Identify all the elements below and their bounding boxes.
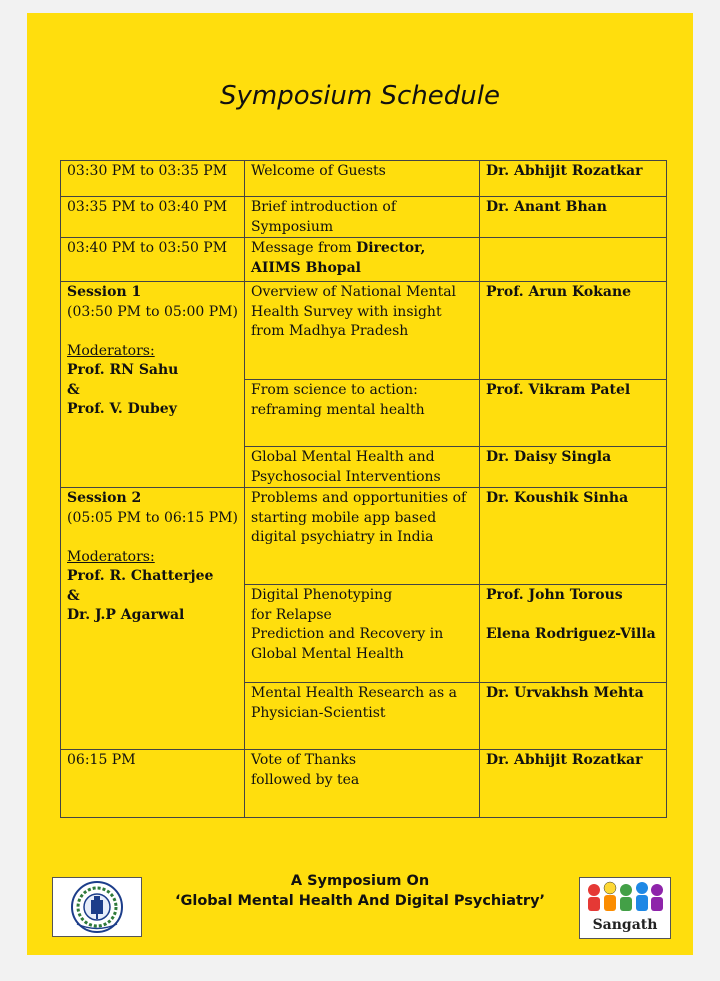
speaker-cell xyxy=(480,238,667,282)
people-group-icon xyxy=(580,878,670,918)
sangath-logo-text: Sangath xyxy=(592,917,658,933)
aiims-logo xyxy=(52,877,142,937)
speaker-cell: Dr. Abhijit Rozatkar xyxy=(480,750,667,818)
time-cell: 06:15 PM xyxy=(61,750,245,818)
speaker-cell: Prof. Vikram Patel xyxy=(480,380,667,447)
speaker-cell: Dr. Urvakhsh Mehta xyxy=(480,683,667,750)
topic-line: Digital Phenotyping xyxy=(251,587,393,603)
session-title: Session 1 xyxy=(67,284,142,300)
topic-cell: Welcome of Guests xyxy=(245,161,480,197)
topic-cell: Global Mental Health and Psychosocial Interventions xyxy=(245,447,480,488)
footer-line: ‘Global Mental Health And Digital Psychiatry’ xyxy=(174,893,546,909)
ampersand: & xyxy=(67,587,80,604)
session-2-cell xyxy=(61,488,245,750)
topic-line: Vote of Thanks xyxy=(251,752,357,768)
speaker-cell: Dr. Daisy Singla xyxy=(480,447,667,488)
footer-line: A Symposium On xyxy=(290,873,430,889)
table-row xyxy=(61,488,667,585)
topic-line: for Relapse xyxy=(251,606,332,623)
topic-prefix: Message from xyxy=(251,240,357,256)
topic-line: followed by tea xyxy=(251,771,360,788)
speaker-cell xyxy=(480,585,667,683)
topic-line: Prediction and Recovery in Global Mental Health xyxy=(251,626,444,662)
table-row xyxy=(61,750,667,818)
table-row xyxy=(61,238,667,282)
aiims-emblem-icon xyxy=(53,878,141,936)
session-1-cell xyxy=(61,282,245,488)
speaker-cell: Dr. Abhijit Rozatkar xyxy=(480,161,667,197)
topic-cell xyxy=(245,238,480,282)
table-row xyxy=(61,197,667,238)
moderator-name: Prof. V. Dubey xyxy=(67,401,177,417)
time-cell: 03:35 PM to 03:40 PM xyxy=(61,197,245,238)
session-title: Session 2 xyxy=(67,490,142,506)
page-title: Symposium Schedule xyxy=(220,81,500,111)
speaker-name: Prof. John Torous xyxy=(486,587,623,603)
speaker-name: Elena Rodriguez-Villa xyxy=(486,626,656,642)
topic-bold: Director, AIIMS Bhopal xyxy=(251,240,426,276)
speaker-cell: Prof. Arun Kokane xyxy=(480,282,667,380)
time-cell: 03:30 PM to 03:35 PM xyxy=(61,161,245,197)
topic-cell: Problems and opportunities of starting mobile app based digital psychiatry in India xyxy=(245,488,480,585)
document-page xyxy=(27,13,693,955)
moderators-label: Moderators: xyxy=(67,548,155,565)
session-time: (03:50 PM to 05:00 PM) xyxy=(67,303,238,320)
moderator-name: Prof. R. Chatterjee xyxy=(67,568,214,584)
topic-cell: From science to action: reframing mental health xyxy=(245,380,480,447)
table-row xyxy=(61,282,667,380)
ampersand: & xyxy=(67,381,80,398)
moderator-name: Dr. J.P Agarwal xyxy=(67,607,185,623)
session-time: (05:05 PM to 06:15 PM) xyxy=(67,509,238,526)
topic-cell: Mental Health Research as a Physician-Scientist xyxy=(245,683,480,750)
speaker-cell: Dr. Anant Bhan xyxy=(480,197,667,238)
topic-cell: Overview of National Mental Health Survey with insight from Madhya Pradesh xyxy=(245,282,480,380)
speaker-cell: Dr. Koushik Sinha xyxy=(480,488,667,585)
sangath-logo xyxy=(579,877,671,939)
schedule-table xyxy=(60,160,667,818)
table-row xyxy=(61,161,667,197)
topic-cell xyxy=(245,585,480,683)
moderators-label: Moderators: xyxy=(67,342,155,359)
moderator-name: Prof. RN Sahu xyxy=(67,362,179,378)
time-cell: 03:40 PM to 03:50 PM xyxy=(61,238,245,282)
topic-cell: Brief introduction of Symposium xyxy=(245,197,480,238)
topic-cell xyxy=(245,750,480,818)
